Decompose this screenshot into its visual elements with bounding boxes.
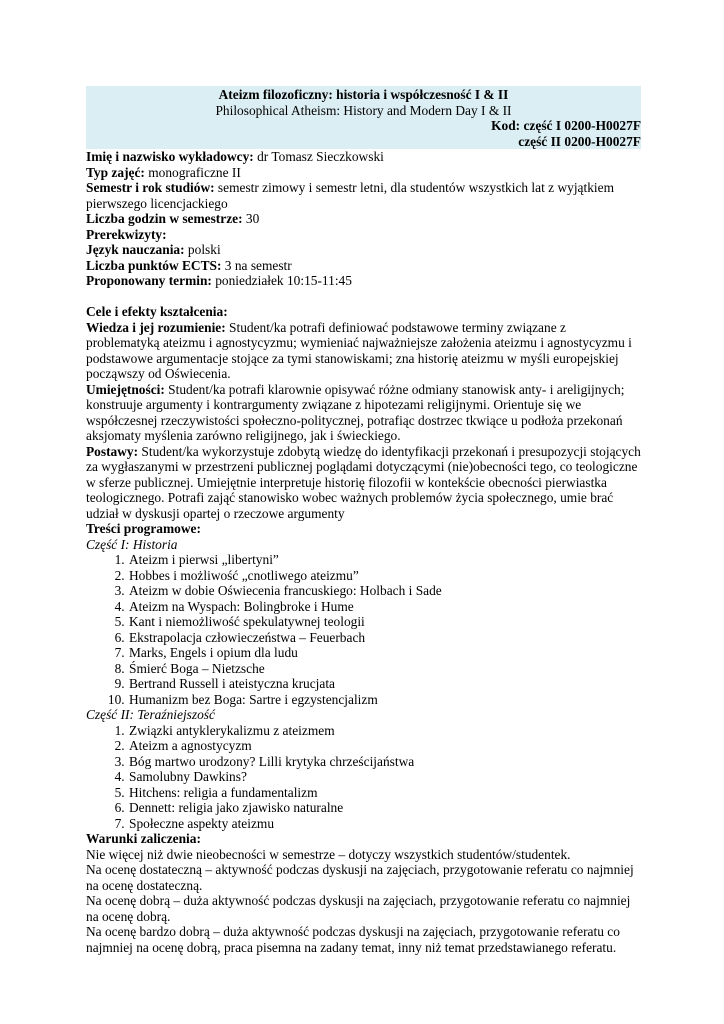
knowledge-paragraph xyxy=(86,320,641,382)
list-item: 3. Bóg martwo urodzony? Lilli krytyka chrześcijaństwa xyxy=(128,754,641,770)
skills-label: Umiejętności: xyxy=(86,381,165,397)
course-title-polish: Ateizm filozoficzny: historia i współczesność I & II xyxy=(218,87,509,102)
list-item: 6. Ekstrapolacja człowieczeństwa – Feuerbach xyxy=(128,630,641,646)
requirements-section xyxy=(86,831,641,955)
course-info xyxy=(86,149,641,289)
list-item: 8. Śmierć Boga – Nietzsche xyxy=(128,661,641,677)
requirement-line: Nie więcej niż dwie nieobecności w semestrze – dotyczy wszystkich studentów/studentek. xyxy=(86,846,571,862)
language-label: Język nauczania: xyxy=(86,242,185,257)
skills-paragraph xyxy=(86,382,641,444)
type-value: monograficzne II xyxy=(144,164,241,180)
part2-list xyxy=(86,723,641,832)
list-item: 10. Humanizm bez Boga: Sartre i egzystencjalizm xyxy=(128,692,641,708)
requirement-line: Na ocenę dostateczną – aktywność podczas dyskusji na zajęciach, przygotowanie referatu co najmniej na ocenę dostateczną. xyxy=(86,862,634,893)
term-label: Proponowany termin: xyxy=(86,273,212,288)
spacer xyxy=(86,289,641,305)
document-page xyxy=(86,86,641,955)
semester-value: semestr zimowy i semestr letni, dla studentów wszystkich lat z wyjątkiem pierwszego licencjackiego xyxy=(86,180,614,211)
requirement-line: Na ocenę bardzo dobrą – duża aktywność podczas dyskusji na zajęciach, przygotowanie referatu co najmniej na ocenę dobrą, praca pisemna na zadany temat, inny niż temat przedstawianego referatu. xyxy=(86,924,620,955)
prereq-line xyxy=(86,227,641,243)
lecturer-value: dr Tomasz Sieczkowski xyxy=(253,149,384,164)
part1-list xyxy=(86,552,641,707)
goals-heading: Cele i efekty kształcenia: xyxy=(86,304,228,319)
type-line xyxy=(86,165,641,181)
list-item: 7. Społeczne aspekty ateizmu xyxy=(128,816,641,832)
list-item: 1. Związki antyklerykalizmu z ateizmem xyxy=(128,723,641,739)
semester-label: Semestr i rok studiów: xyxy=(86,180,215,195)
list-item: 7. Marks, Engels i opium dla ludu xyxy=(128,645,641,661)
part2-title: Część II: Teraźniejszość xyxy=(86,707,215,722)
semester-line xyxy=(86,180,641,211)
list-item: 5. Kant i niemożliwość spekulatywnej teologii xyxy=(128,614,641,630)
list-item: 1. Ateizm i pierwsi „libertyni” xyxy=(128,552,641,568)
ects-label: Liczba punktów ECTS: xyxy=(86,257,222,273)
skills-text: Student/ka potrafi klarownie opisywać różne odmiany stanowisk anty- i areligijnych; konstruuje argumenty i kontrargumenty związane z hipotezami religijnymi. Orientuje się we współczesnej rzeczywistości społeczno-politycznej, potrafiąc dostrzec tkwiące u podłoża przekonań aksjomaty myślenia zarówno religijnego, jak i świeckiego. xyxy=(86,381,625,443)
requirement-line: Na ocenę dobrą – duża aktywność podczas dyskusji na zajęciach, przygotowanie referatu co najmniej na ocenę dobrą. xyxy=(86,893,631,924)
course-header xyxy=(86,86,641,149)
knowledge-text: Student/ka potrafi definiować podstawowe terminy związane z problematyką ateizmu i agnostycyzmu; wymieniać najważniejsze założenia ateizmu i agnostycyzmu i podstawowe argumentacje stojące za tymi stanowiskami; zna historię ateizmu w myśli europejskiej począwszy od Oświecenia. xyxy=(86,319,632,381)
ects-line xyxy=(86,258,641,274)
attitudes-text: Student/ka wykorzystuje zdobytą wiedzę do identyfikacji przekonań i presupozycji stojących za wygłaszanymi w przestrzeni publicznej poglądami dotyczącymi (nie)obecności tego, co teologiczne w sferze publicznej. Umiejętnie interpretuje historię filozofii w kontekście obecności pierwiastka teologicznego. Potrafi zająć stanowisko wobec ważnych problemów życia społecznego, umie brać udział w dyskusji opartej o rzeczowe argumenty xyxy=(86,443,641,521)
list-item: 2. Hobbes i możliwość „cnotliwego ateizmu” xyxy=(128,568,641,584)
type-label: Typ zajęć: xyxy=(86,164,145,180)
course-code-part-1: Kod: część I 0200-H0027F xyxy=(491,118,641,133)
hours-line xyxy=(86,211,641,227)
part1-title: Część I: Historia xyxy=(86,536,178,552)
term-value: poniedziałek 10:15-11:45 xyxy=(211,273,352,288)
course-code-part-2: część II 0200-H0027F xyxy=(518,133,641,149)
language-value: polski xyxy=(184,242,221,257)
hours-value: 30 xyxy=(242,211,260,226)
list-item: 9. Bertrand Russell i ateistyczna krucjata xyxy=(128,676,641,692)
program-heading: Treści programowe: xyxy=(86,521,201,536)
hours-label: Liczba godzin w semestrze: xyxy=(86,211,243,226)
list-item: 5. Hitchens: religia a fundamentalizm xyxy=(128,785,641,801)
course-title-english: Philosophical Atheism: History and Modern Day I & II xyxy=(215,102,512,118)
lecturer-label: Imię i nazwisko wykładowcy: xyxy=(86,149,254,164)
knowledge-label: Wiedza i jej rozumienie: xyxy=(86,319,226,335)
language-line xyxy=(86,242,641,258)
list-item: 2. Ateizm a agnostycyzm xyxy=(128,738,641,754)
ects-value: 3 na semestr xyxy=(221,257,292,273)
list-item: 6. Dennett: religia jako zjawisko naturalne xyxy=(128,800,641,816)
requirements-heading: Warunki zaliczenia: xyxy=(86,831,201,846)
goals-section xyxy=(86,304,641,521)
attitudes-paragraph xyxy=(86,444,641,522)
term-line xyxy=(86,273,641,289)
list-item: 4. Samolubny Dawkins? xyxy=(128,769,641,785)
list-item: 3. Ateizm w dobie Oświecenia francuskiego: Holbach i Sade xyxy=(128,583,641,599)
list-item: 4. Ateizm na Wyspach: Bolingbroke i Hume xyxy=(128,599,641,615)
lecturer-line xyxy=(86,149,641,165)
program-section xyxy=(86,521,641,831)
attitudes-label: Postawy: xyxy=(86,443,139,459)
prereq-label: Prerekwizyty: xyxy=(86,226,167,242)
